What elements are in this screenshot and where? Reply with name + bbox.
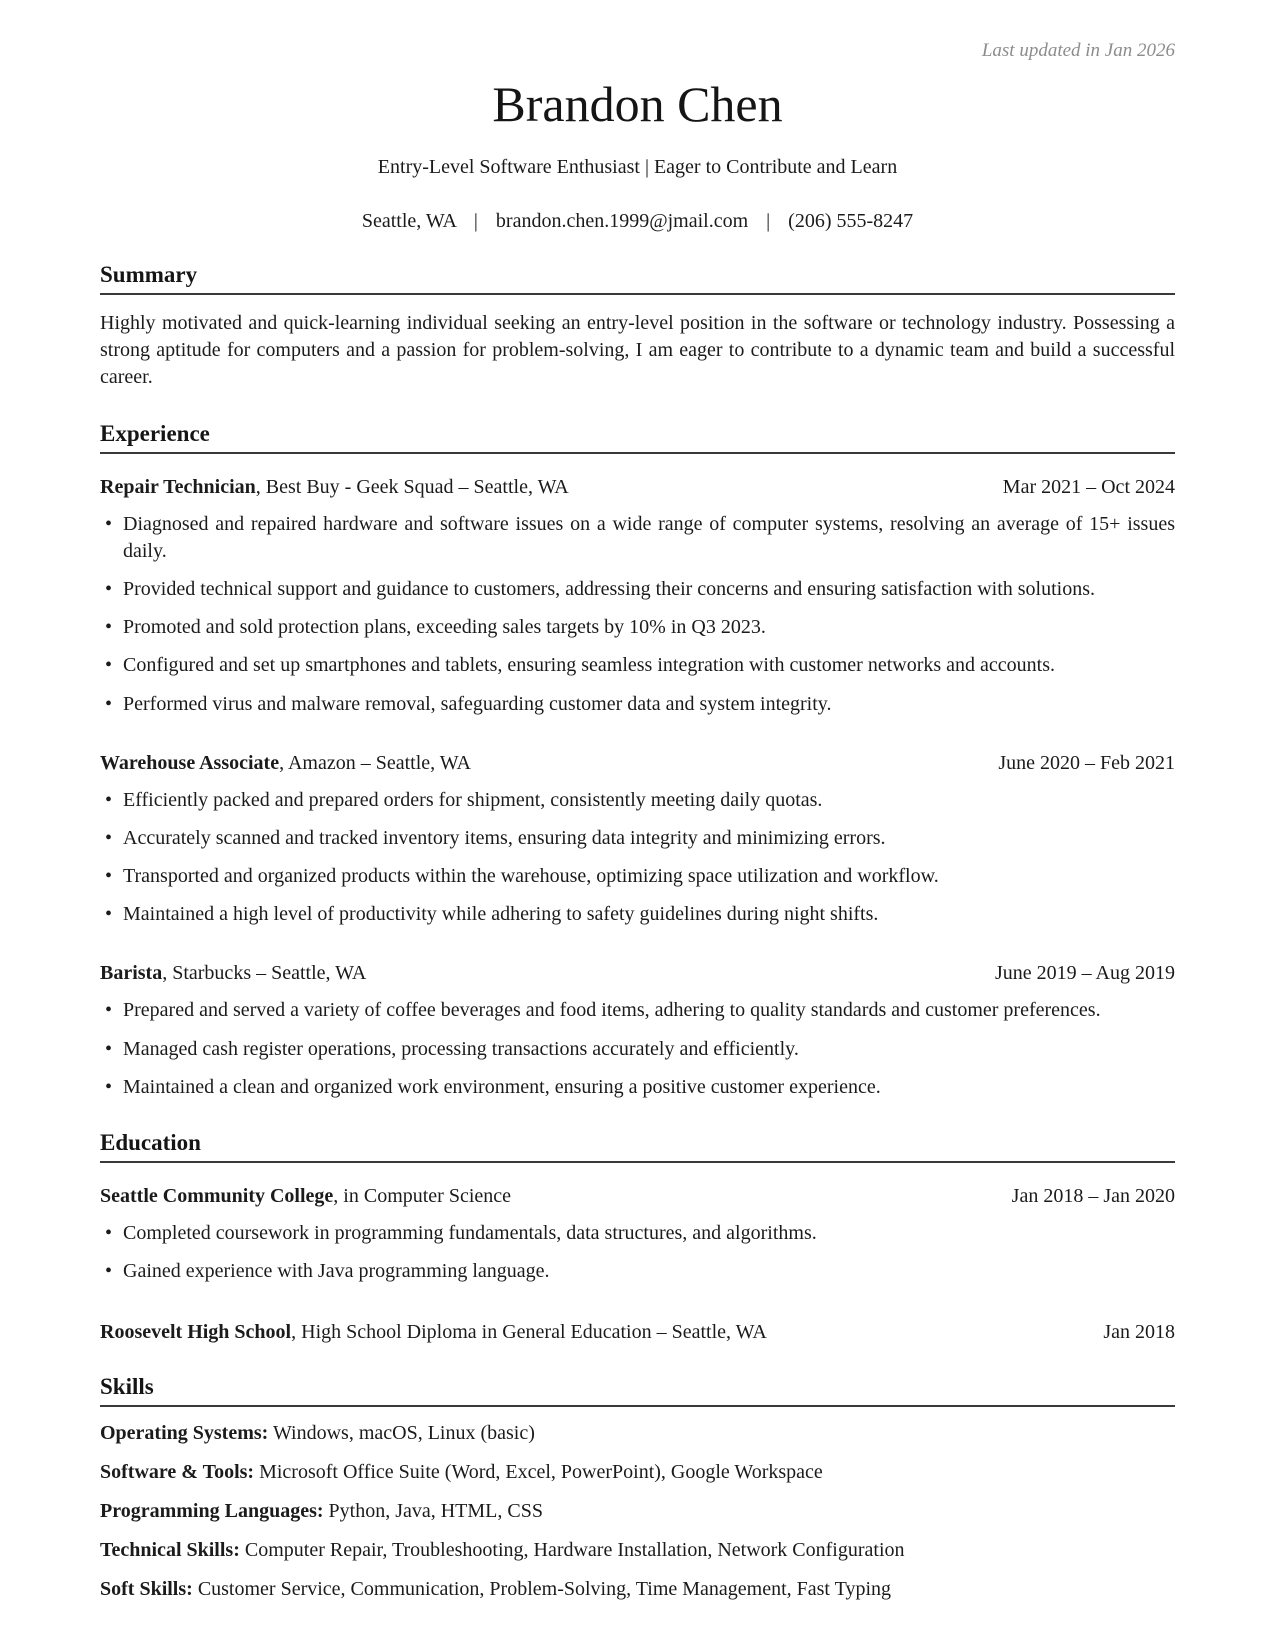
job-title-line — [100, 474, 1003, 500]
last-updated-note: Last updated in Jan 2026 — [981, 40, 1175, 61]
skill-line — [100, 1459, 1175, 1485]
candidate-tagline: Entry-Level Software Enthusiast | Eager to Contribute and Learn — [377, 156, 898, 178]
job-bullet: • Configured and set up smartphones and tablets, ensuring seamless integration with customer networks and accounts. — [100, 652, 1175, 679]
job-title-line — [100, 750, 998, 776]
skills-list — [100, 1420, 1175, 1602]
skill-label: Technical Skills: — [100, 1539, 240, 1562]
job-bullet-list — [100, 997, 1175, 1101]
school-title-line — [100, 1319, 1103, 1345]
skill-label: Software & Tools: — [100, 1461, 255, 1484]
job-role: Repair Technician — [100, 475, 256, 498]
skill-line — [100, 1498, 1175, 1524]
skill-line — [100, 1420, 1175, 1446]
school-bullet: • Completed coursework in programming fundamentals, data structures, and algorithms. — [100, 1220, 1175, 1247]
skill-line — [100, 1576, 1175, 1602]
job-org: , Starbucks – Seattle, WA — [162, 962, 367, 985]
section-summary — [100, 262, 1175, 392]
job-org: , Amazon – Seattle, WA — [279, 751, 471, 774]
job-bullet: • Prepared and served a variety of coffee beverages and food items, adhering to quality standards and customer preferences. — [100, 997, 1175, 1024]
school-dates: Jan 2018 — [1103, 1321, 1175, 1344]
school-title-line — [100, 1183, 1012, 1209]
section-education — [100, 1130, 1175, 1345]
job-bullet: • Diagnosed and repaired hardware and software issues on a wide range of computer systems, resolving an average of 15+ issues daily. — [100, 511, 1175, 565]
skills-section-title: Skills — [100, 1374, 1175, 1407]
summary-section-title: Summary — [100, 262, 1175, 295]
job-header — [100, 960, 1175, 986]
candidate-name: Brandon Chen — [492, 76, 783, 132]
school-bullet: • Gained experience with Java programming language. — [100, 1258, 1175, 1285]
skill-value: Customer Service, Communication, Problem-Solving, Time Management, Fast Typing — [192, 1578, 892, 1601]
school-entry — [100, 1183, 1175, 1285]
contact-phone: (206) 555-8247 — [788, 210, 914, 232]
job-bullet: • Efficiently packed and prepared orders for shipment, consistently meeting daily quotas. — [100, 787, 1175, 814]
school-detail: , High School Diploma in General Education – Seattle, WA — [291, 1321, 767, 1344]
skill-label: Soft Skills: — [100, 1578, 193, 1601]
job-bullet: • Promoted and sold protection plans, exceeding sales targets by 10% in Q3 2023. — [100, 614, 1175, 641]
job-dates: Mar 2021 – Oct 2024 — [1002, 475, 1175, 498]
job-header — [100, 474, 1175, 500]
school-detail: , in Computer Science — [333, 1185, 512, 1207]
school-entry — [100, 1319, 1175, 1345]
job-bullet-list — [100, 511, 1175, 718]
job-header — [100, 750, 1175, 776]
job-bullet: • Accurately scanned and tracked inventory items, ensuring data integrity and minimizing errors. — [100, 825, 1175, 852]
section-skills — [100, 1374, 1175, 1602]
job-entry — [100, 960, 1175, 1101]
skill-label: Programming Languages: — [100, 1500, 324, 1523]
school-header — [100, 1319, 1175, 1345]
contact-separator: | — [766, 210, 771, 232]
job-role: Warehouse Associate — [100, 751, 280, 774]
job-dates: June 2020 – Feb 2021 — [998, 751, 1175, 774]
school-name: Seattle Community College — [100, 1185, 334, 1207]
job-bullet-list — [100, 787, 1175, 929]
contact-line — [100, 210, 1175, 233]
section-experience — [100, 421, 1175, 1101]
school-bullet-list — [100, 1220, 1175, 1285]
skill-value: Computer Repair, Troubleshooting, Hardware Installation, Network Configuration — [239, 1539, 905, 1562]
school-dates: Jan 2018 – Jan 2020 — [1011, 1185, 1175, 1207]
skill-value: Python, Java, HTML, CSS — [323, 1500, 543, 1523]
contact-location: Seattle, WA — [361, 210, 456, 232]
job-entry — [100, 750, 1175, 929]
job-bullet: • Managed cash register operations, processing transactions accurately and efficiently. — [100, 1036, 1175, 1063]
skill-line — [100, 1537, 1175, 1563]
job-org: , Best Buy - Geek Squad – Seattle, WA — [255, 475, 569, 498]
job-title-line — [100, 960, 995, 986]
job-bullet: • Provided technical support and guidance to customers, addressing their concerns and ensuring satisfaction with solutions. — [100, 576, 1175, 603]
job-bullet: • Maintained a high level of productivity while adhering to safety guidelines during night shifts. — [100, 901, 1175, 928]
contact-email: brandon.chen.1999@jmail.com — [495, 210, 749, 232]
skill-value: Microsoft Office Suite (Word, Excel, PowerPoint), Google Workspace — [254, 1461, 823, 1484]
job-bullet: • Transported and organized products within the warehouse, optimizing space utilization and workflow. — [100, 863, 1175, 890]
contact-separator: | — [473, 210, 478, 232]
school-header — [100, 1183, 1175, 1209]
job-entry — [100, 474, 1175, 718]
experience-section-title: Experience — [100, 421, 1175, 454]
job-dates: June 2019 – Aug 2019 — [995, 962, 1175, 985]
job-bullet: • Maintained a clean and organized work environment, ensuring a positive customer experience. — [100, 1074, 1175, 1101]
job-bullet: • Performed virus and malware removal, safeguarding customer data and system integrity. — [100, 691, 1175, 718]
job-role: Barista — [100, 962, 163, 985]
skill-value: Windows, macOS, Linux (basic) — [268, 1422, 535, 1445]
skill-label: Operating Systems: — [100, 1422, 269, 1445]
school-name: Roosevelt High School — [100, 1321, 292, 1344]
education-section-title: Education — [100, 1130, 1175, 1163]
summary-text: Highly motivated and quick-learning individual seeking an entry-level position in the software or technology industry. Possessing a strong aptitude for computers and a passion for problem-solving, I am eager to contribute to a dynamic team and build a successful career. — [100, 312, 1175, 389]
